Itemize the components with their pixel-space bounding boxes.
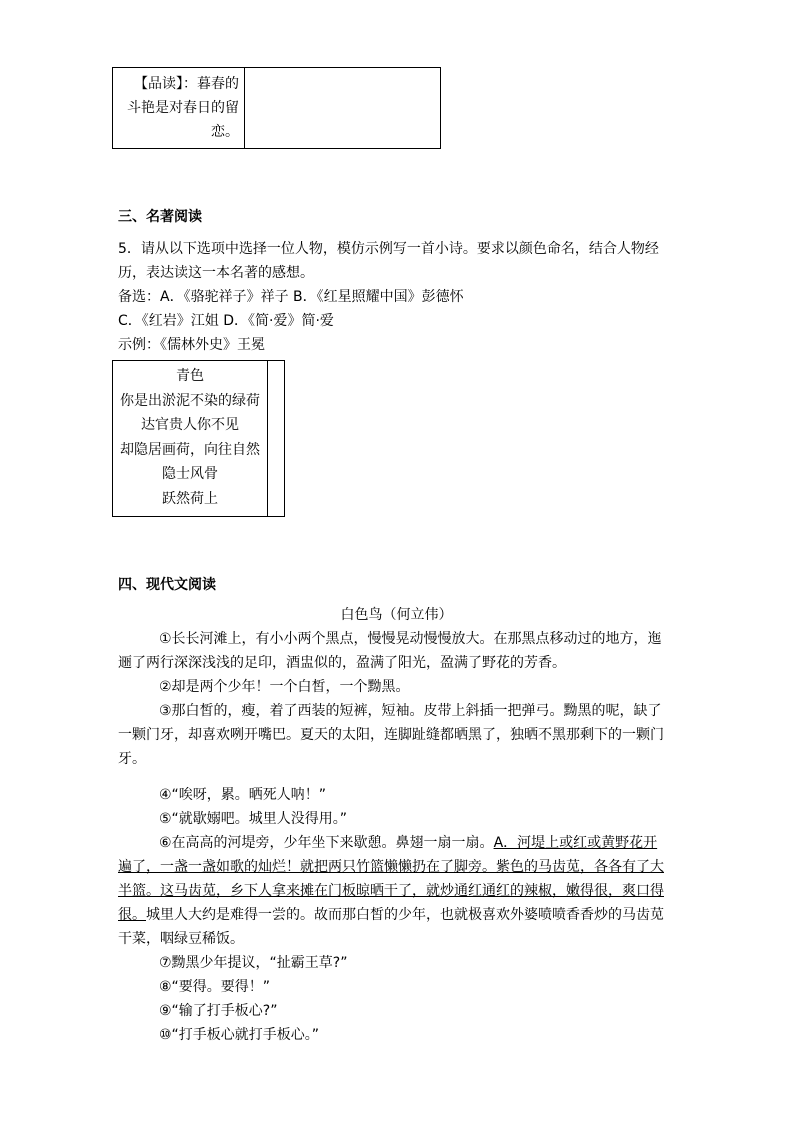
options-line: 备选：A．《骆驼祥子》祥子 B．《红星照耀中国》彭德怀 [118,289,464,305]
story-title: 白色鸟（何立伟） [340,607,453,623]
story-body [118,627,666,1047]
comment-line: 斗艳是对春日的留 [127,100,239,116]
poem-line: 你是出淤泥不染的绿荷 [120,392,260,409]
text-span: ⑥在高高的河堤旁，少年坐下来歇憩。鼻翅一扇一扇。 [159,835,494,851]
poem-line: 跃然荷上 [162,490,218,507]
question-line: 5．请从以下选项中选择一位人物，模仿示例写一首小诗。要求以颜色命名，结合人物经 [118,241,659,257]
paragraph-line: ③那白皙的，瘦，着了西装的短裤，短袖。皮带上斜插一把弹弓。黝黑的呢，缺了 [159,703,662,719]
paragraph-line: ①长长河滩上，有小小两个黑点，慢慢晃动慢慢放大。在那黑点移动过的地方，迤 [159,631,662,647]
section-heading-3: 三、名著阅读 [118,209,202,225]
paragraph-line: ⑦黝黑少年提议，“扯霸王草?” [159,955,348,971]
paragraph-line: 一颗门牙，却喜欢咧开嘴巴。夏天的太阳，连脚趾缝都晒黑了，独晒不黑那剩下的一颗门 [118,727,664,743]
paragraph-line: ②却是两个少年！一个白皙，一个黝黑。 [159,679,410,695]
comment-table [112,67,441,149]
example-label: 示例：《儒林外史》王冕 [118,337,265,353]
comment-line: 恋。 [211,124,239,140]
poem-line: 青色 [176,368,204,384]
paragraph-line: ④“唉呀，累。晒死人呐！” [159,787,327,803]
comment-cell [117,72,239,144]
underlined-text: 很。 [118,907,146,923]
table-divider [244,68,245,148]
paragraph-line: 干菜，咽绿豆稀饭。 [118,931,244,947]
poem-line: 达官贵人你不见 [141,417,239,433]
paragraph-line: 逦了两行深深浅浅的足印，酒盅似的，盈满了阳光，盈满了野花的芳香。 [118,655,566,671]
paragraph-line: 牙。 [118,751,146,767]
poem-box [112,360,285,517]
paragraph-line: ⑧“要得。要得！” [159,979,271,995]
section-heading-4: 四、现代文阅读 [118,577,216,593]
options-line: C．《红岩》江姐 D．《简·爱》简·爱 [118,313,334,329]
paragraph-line [118,831,666,855]
underlined-text: A．河堤上或红或黄野花开 [493,835,658,851]
paragraph-line: ⑨“输了打手板心?” [159,1003,278,1019]
paragraph-line [118,903,666,927]
poem-line: 隐士风骨 [162,466,218,482]
poem-line: 却隐居画荷，向往自然 [120,441,260,458]
question-line: 历，表达读这一本名著的感想。 [118,265,314,281]
paragraph-line: ⑩“打手板心就打手板心。” [159,1027,320,1043]
poem-content [113,364,267,511]
comment-line: 【品读】：暮春的 [134,76,239,92]
underlined-line: 半篮。这马齿苋，乡下人拿来摊在门板晾晒干了，就炒通红通红的辣椒，嫩得很，爽口得 [118,883,664,899]
underlined-line: 遍了，一盏一盏如歌的灿烂！就把两只竹篮懒懒扔在了脚旁。紫色的马齿苋，各各有了大 [118,859,664,875]
paragraph-line: ⑤“就歇嫋吧。城里人没得用。” [159,811,348,827]
text-span: 城里人大约是难得一尝的。故而那白皙的少年，也就极喜欢外婆喷喷香香炒的马齿苋 [146,907,664,923]
poem-divider [267,361,268,516]
